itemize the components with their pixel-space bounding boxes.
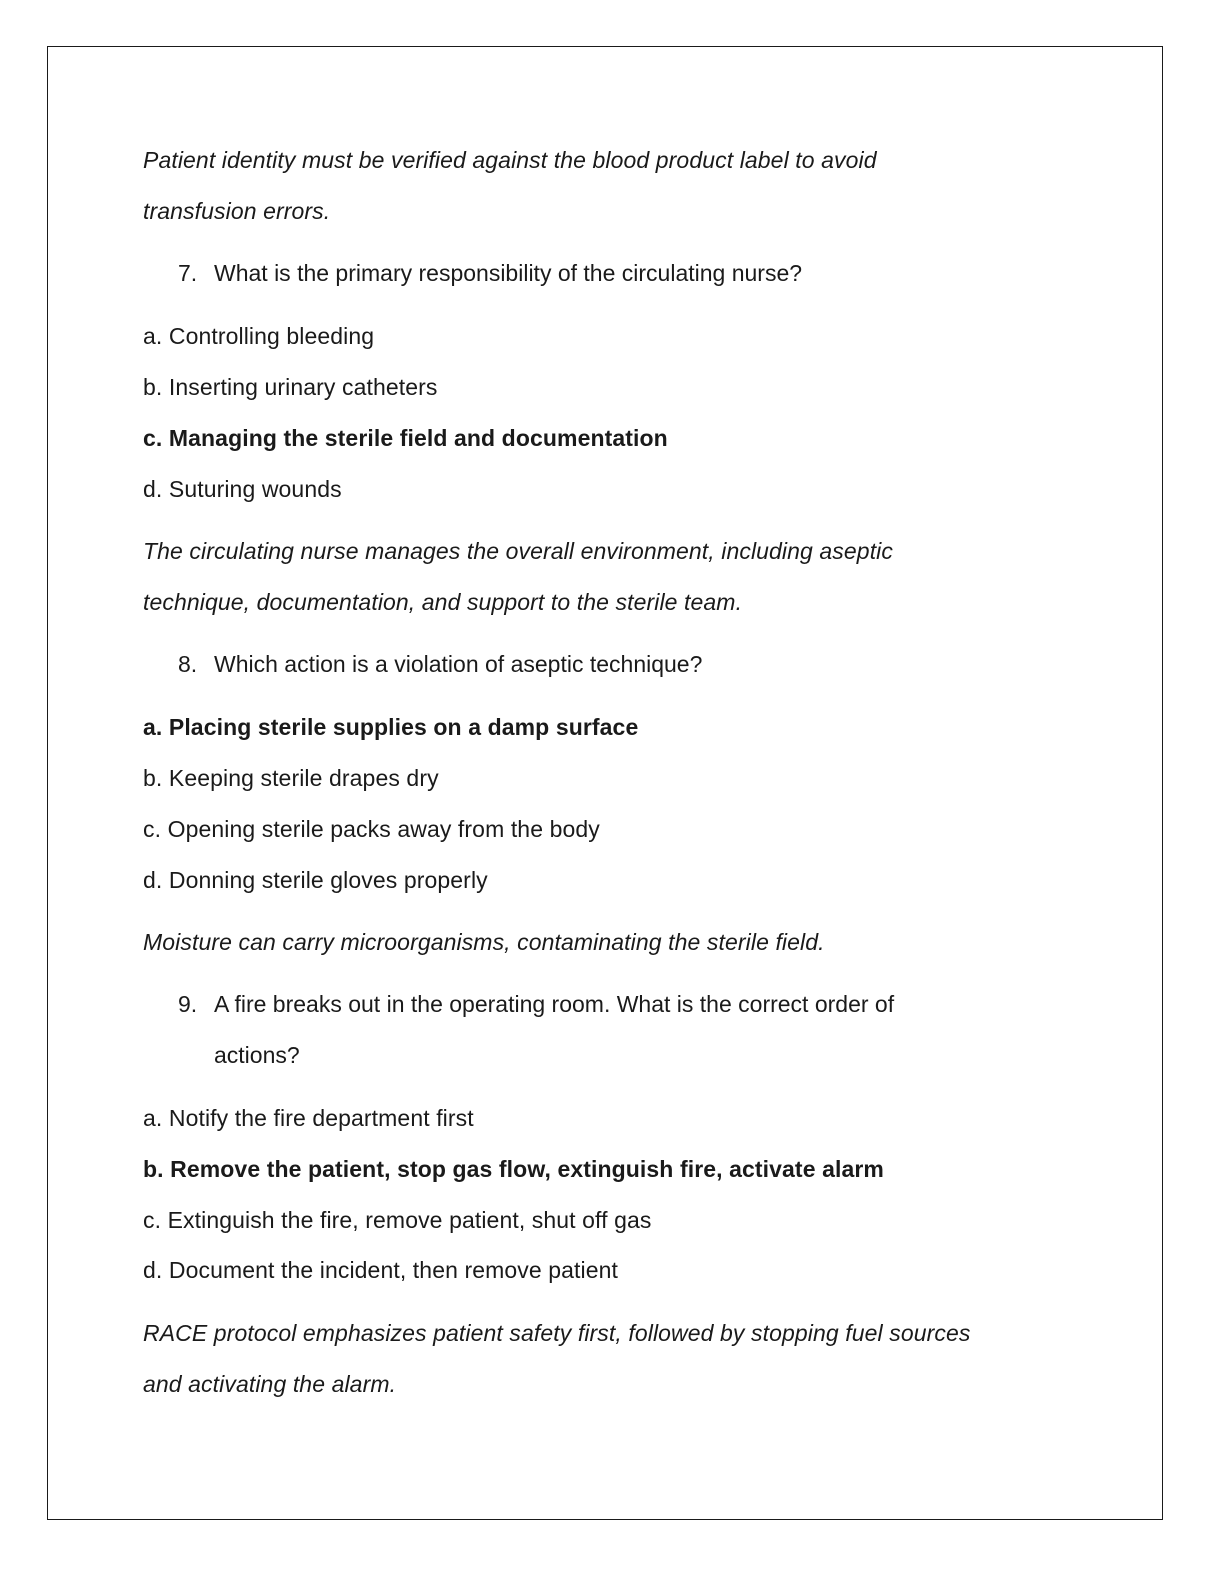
- answer-option: c. Extinguish the fire, remove patient, shut off gas: [143, 1207, 652, 1233]
- explanation-text: and activating the alarm.: [143, 1371, 397, 1397]
- explanation-text: Patient identity must be verified against the blood product label to avoid: [143, 147, 877, 173]
- question-number: 7.: [178, 260, 198, 286]
- answer-option: d. Donning sterile gloves properly: [143, 867, 488, 893]
- correct-answer-option: b. Remove the patient, stop gas flow, extinguish fire, activate alarm: [143, 1156, 884, 1182]
- answer-option: b. Keeping sterile drapes dry: [143, 765, 439, 791]
- explanation-text: The circulating nurse manages the overall environment, including aseptic: [143, 538, 893, 564]
- explanation-text: technique, documentation, and support to the sterile team.: [143, 589, 743, 615]
- explanation-text: transfusion errors.: [143, 198, 331, 224]
- question-number: 8.: [178, 651, 198, 677]
- explanation-text: Moisture can carry microorganisms, contaminating the sterile field.: [143, 929, 825, 955]
- question-text: A fire breaks out in the operating room. What is the correct order of: [214, 991, 895, 1017]
- answer-option: d. Suturing wounds: [143, 476, 342, 502]
- question-number: 9.: [178, 991, 198, 1017]
- correct-answer-option: a. Placing sterile supplies on a damp surface: [143, 714, 639, 740]
- question-text: What is the primary responsibility of the circulating nurse?: [214, 260, 803, 286]
- correct-answer-option: c. Managing the sterile field and documentation: [143, 425, 668, 451]
- explanation-text: RACE protocol emphasizes patient safety first, followed by stopping fuel sources: [143, 1320, 971, 1346]
- answer-option: d. Document the incident, then remove patient: [143, 1257, 619, 1283]
- question-text: Which action is a violation of aseptic technique?: [214, 651, 703, 677]
- answer-option: c. Opening sterile packs away from the body: [143, 816, 600, 842]
- answer-option: a. Notify the fire department first: [143, 1105, 474, 1131]
- answer-option: b. Inserting urinary catheters: [143, 374, 438, 400]
- question-text: actions?: [214, 1042, 300, 1068]
- answer-option: a. Controlling bleeding: [143, 323, 375, 349]
